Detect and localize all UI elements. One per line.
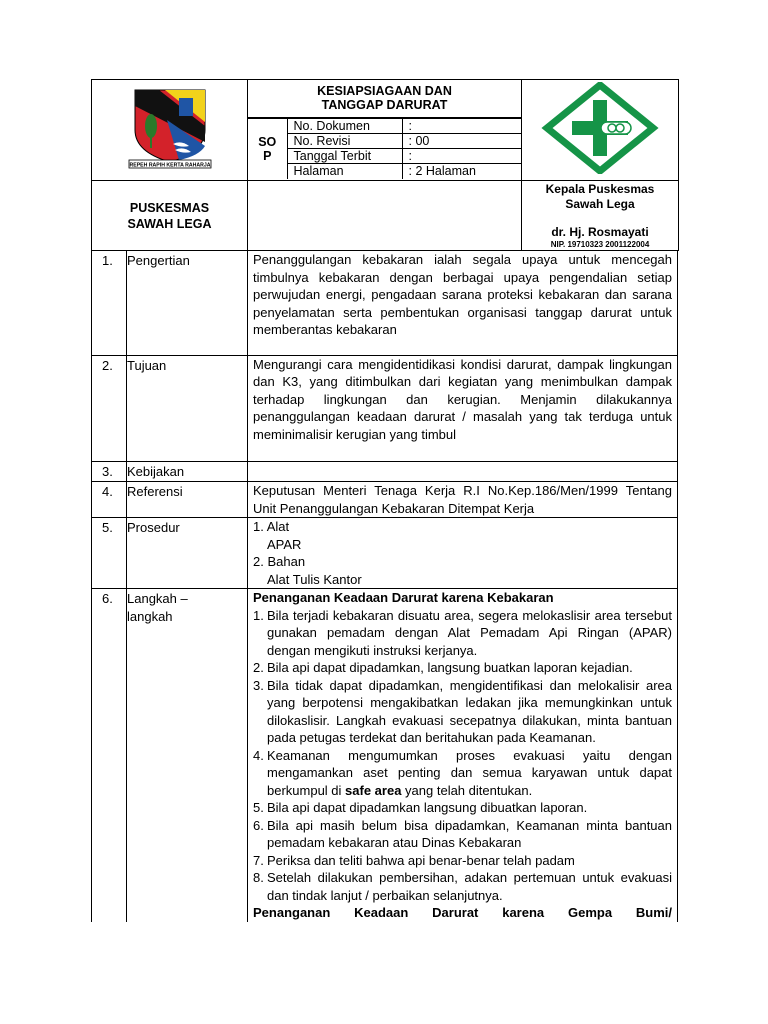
- section-number: 1.: [92, 251, 127, 355]
- list-item: 6. Bila api masih belum bisa dipadamkan, Keamanan minta bantuan pemadam kebakaran atau Dinas Kebakaran: [253, 817, 672, 850]
- list-item: 8. Setelah dilakukan pembersihan, adakan pertemuan untuk evakuasi dan tindak lanjut / perbaikan selanjutnya.: [253, 870, 672, 903]
- sop-label: SO P: [248, 119, 287, 179]
- meta-label: No. Revisi: [287, 134, 402, 149]
- regency-logo-cell: [92, 80, 248, 181]
- meta-value: :: [402, 149, 521, 164]
- empty-cell: [248, 181, 522, 251]
- meta-value: : 00: [402, 134, 521, 149]
- document-title: [248, 80, 521, 118]
- subsection-heading: Penanganan Keadaan Darurat karena Kebakaran: [253, 590, 554, 605]
- meta-value: : 2 Halaman: [402, 164, 521, 179]
- list-item: 1. Bila terjadi kebakaran disuatu area, segera melokaslisir area tersebut gunakan pemadam dengan Alat Pemadam Api Ringan (APAR) dengan mengikuti instruksi kerjanya.: [253, 607, 672, 658]
- section-row: [92, 482, 678, 518]
- section-row: [92, 461, 678, 482]
- section-text: [248, 518, 678, 589]
- list-item: 4. Keamanan mengumumkan proses evakuasi yaitu dengan mengamankan aset penting dan semua karyawan untuk dapat berkumpul di safe area yang telah ditentukan.: [253, 747, 672, 798]
- sop-header: [91, 79, 679, 251]
- section-number: 6.: [92, 589, 127, 922]
- health-logo-cell: [522, 80, 679, 181]
- subsection-heading: Penanganan Keadaan Darurat karena Gempa Bumi/: [253, 905, 672, 920]
- signatory-block: [522, 181, 679, 251]
- list-item: 1. Alat: [253, 519, 290, 534]
- section-text: Keputusan Menteri Tenaga Kerja R.I No.Kep.186/Men/1999 Tentang Unit Penanggulangan Kebakaran Ditempat Kerja: [248, 482, 678, 518]
- title-line-2: TANGGAP DARURAT: [321, 98, 448, 112]
- list-item: 3. Bila tidak dapat dipadamkan, mengidentifikasi dan melokalisir area yang berpotensi mengakibatkan ledakan jika memungkinkan untuk dilokaslisir. Langkah evakuasi secepatnya dilakukan, minta bantuan pada petugas terdekat dan beritahukan pada Keamanan.: [253, 677, 672, 745]
- sop-body: [91, 251, 678, 922]
- document-meta: [248, 118, 521, 179]
- list-subitem: APAR: [267, 536, 302, 552]
- list-item: 2. Bila api dapat dipadamkan, langsung buatkan laporan kejadian.: [253, 660, 633, 675]
- section-row: [92, 518, 678, 589]
- section-text: Mengurangi cara mengidentidikasi kondisi darurat, dampak lingkungan dan K3, yang ditimbulkan dari kegiatan yang menimbulkan dampak terhadap lingkungan dan kerugian. Menjamin dilakukannya penanggulangan keadaan darurat / masalah yang tak terduga untuk meminimalisir kerugian yang timbul: [248, 355, 678, 461]
- list-subitem: Alat Tulis Kantor: [267, 571, 362, 587]
- signatory-place: Sawah Lega: [565, 197, 635, 211]
- procedure-steps: [253, 607, 672, 905]
- meta-value: :: [402, 119, 521, 134]
- section-text: [248, 589, 678, 922]
- list-item: 5. Bila api dapat dipadamkan langsung dibuatkan laporan.: [253, 800, 588, 815]
- section-number: 3.: [92, 461, 127, 482]
- title-block: [248, 80, 522, 181]
- section-text: [248, 461, 678, 482]
- section-label: Tujuan: [127, 355, 248, 461]
- puskesmas-logo-icon: [541, 82, 659, 174]
- regency-crest-icon: [121, 86, 219, 170]
- section-label: Prosedur: [127, 518, 248, 589]
- svg-text:REPEH RAPIH KERTA RAHARJA: REPEH RAPIH KERTA RAHARJA: [129, 162, 210, 168]
- signatory-nip: NIP. 19710323 2001122004: [550, 240, 650, 249]
- list-item: 7. Periksa dan teliti bahwa api benar-benar telah padam: [253, 852, 575, 868]
- signatory-name: dr. Hj. Rosmayati: [551, 225, 649, 239]
- section-label: Langkah – langkah: [127, 589, 248, 922]
- signatory-title: Kepala Puskesmas: [545, 182, 655, 196]
- title-line-1: KESIAPSIAGAAN DAN: [317, 84, 452, 98]
- section-row: [92, 589, 678, 922]
- section-number: 5.: [92, 518, 127, 589]
- section-row: [92, 251, 678, 355]
- section-text: Penanggulangan kebakaran ialah segala upaya untuk mencegah timbulnya kebakaran dengan berbagai upaya pengendalian setiap perwujudan energi, pengadaan sarana proteksi kebakaran dan sarana penyelamatan serta pembentukan organisasi tanggap darurat untuk memberantas kebakaran: [248, 251, 678, 355]
- section-number: 4.: [92, 482, 127, 518]
- list-item: 2. Bahan: [253, 554, 306, 569]
- section-number: 2.: [92, 355, 127, 461]
- meta-label: Tanggal Terbit: [287, 149, 402, 164]
- section-label: Pengertian: [127, 251, 248, 355]
- organization-name: PUSKESMAS SAWAH LEGA: [92, 181, 248, 251]
- section-label: Referensi: [127, 482, 248, 518]
- meta-label: No. Dokumen: [287, 119, 402, 134]
- section-row: [92, 355, 678, 461]
- meta-label: Halaman: [287, 164, 402, 179]
- sop-document: [91, 79, 678, 922]
- section-label: Kebijakan: [127, 461, 248, 482]
